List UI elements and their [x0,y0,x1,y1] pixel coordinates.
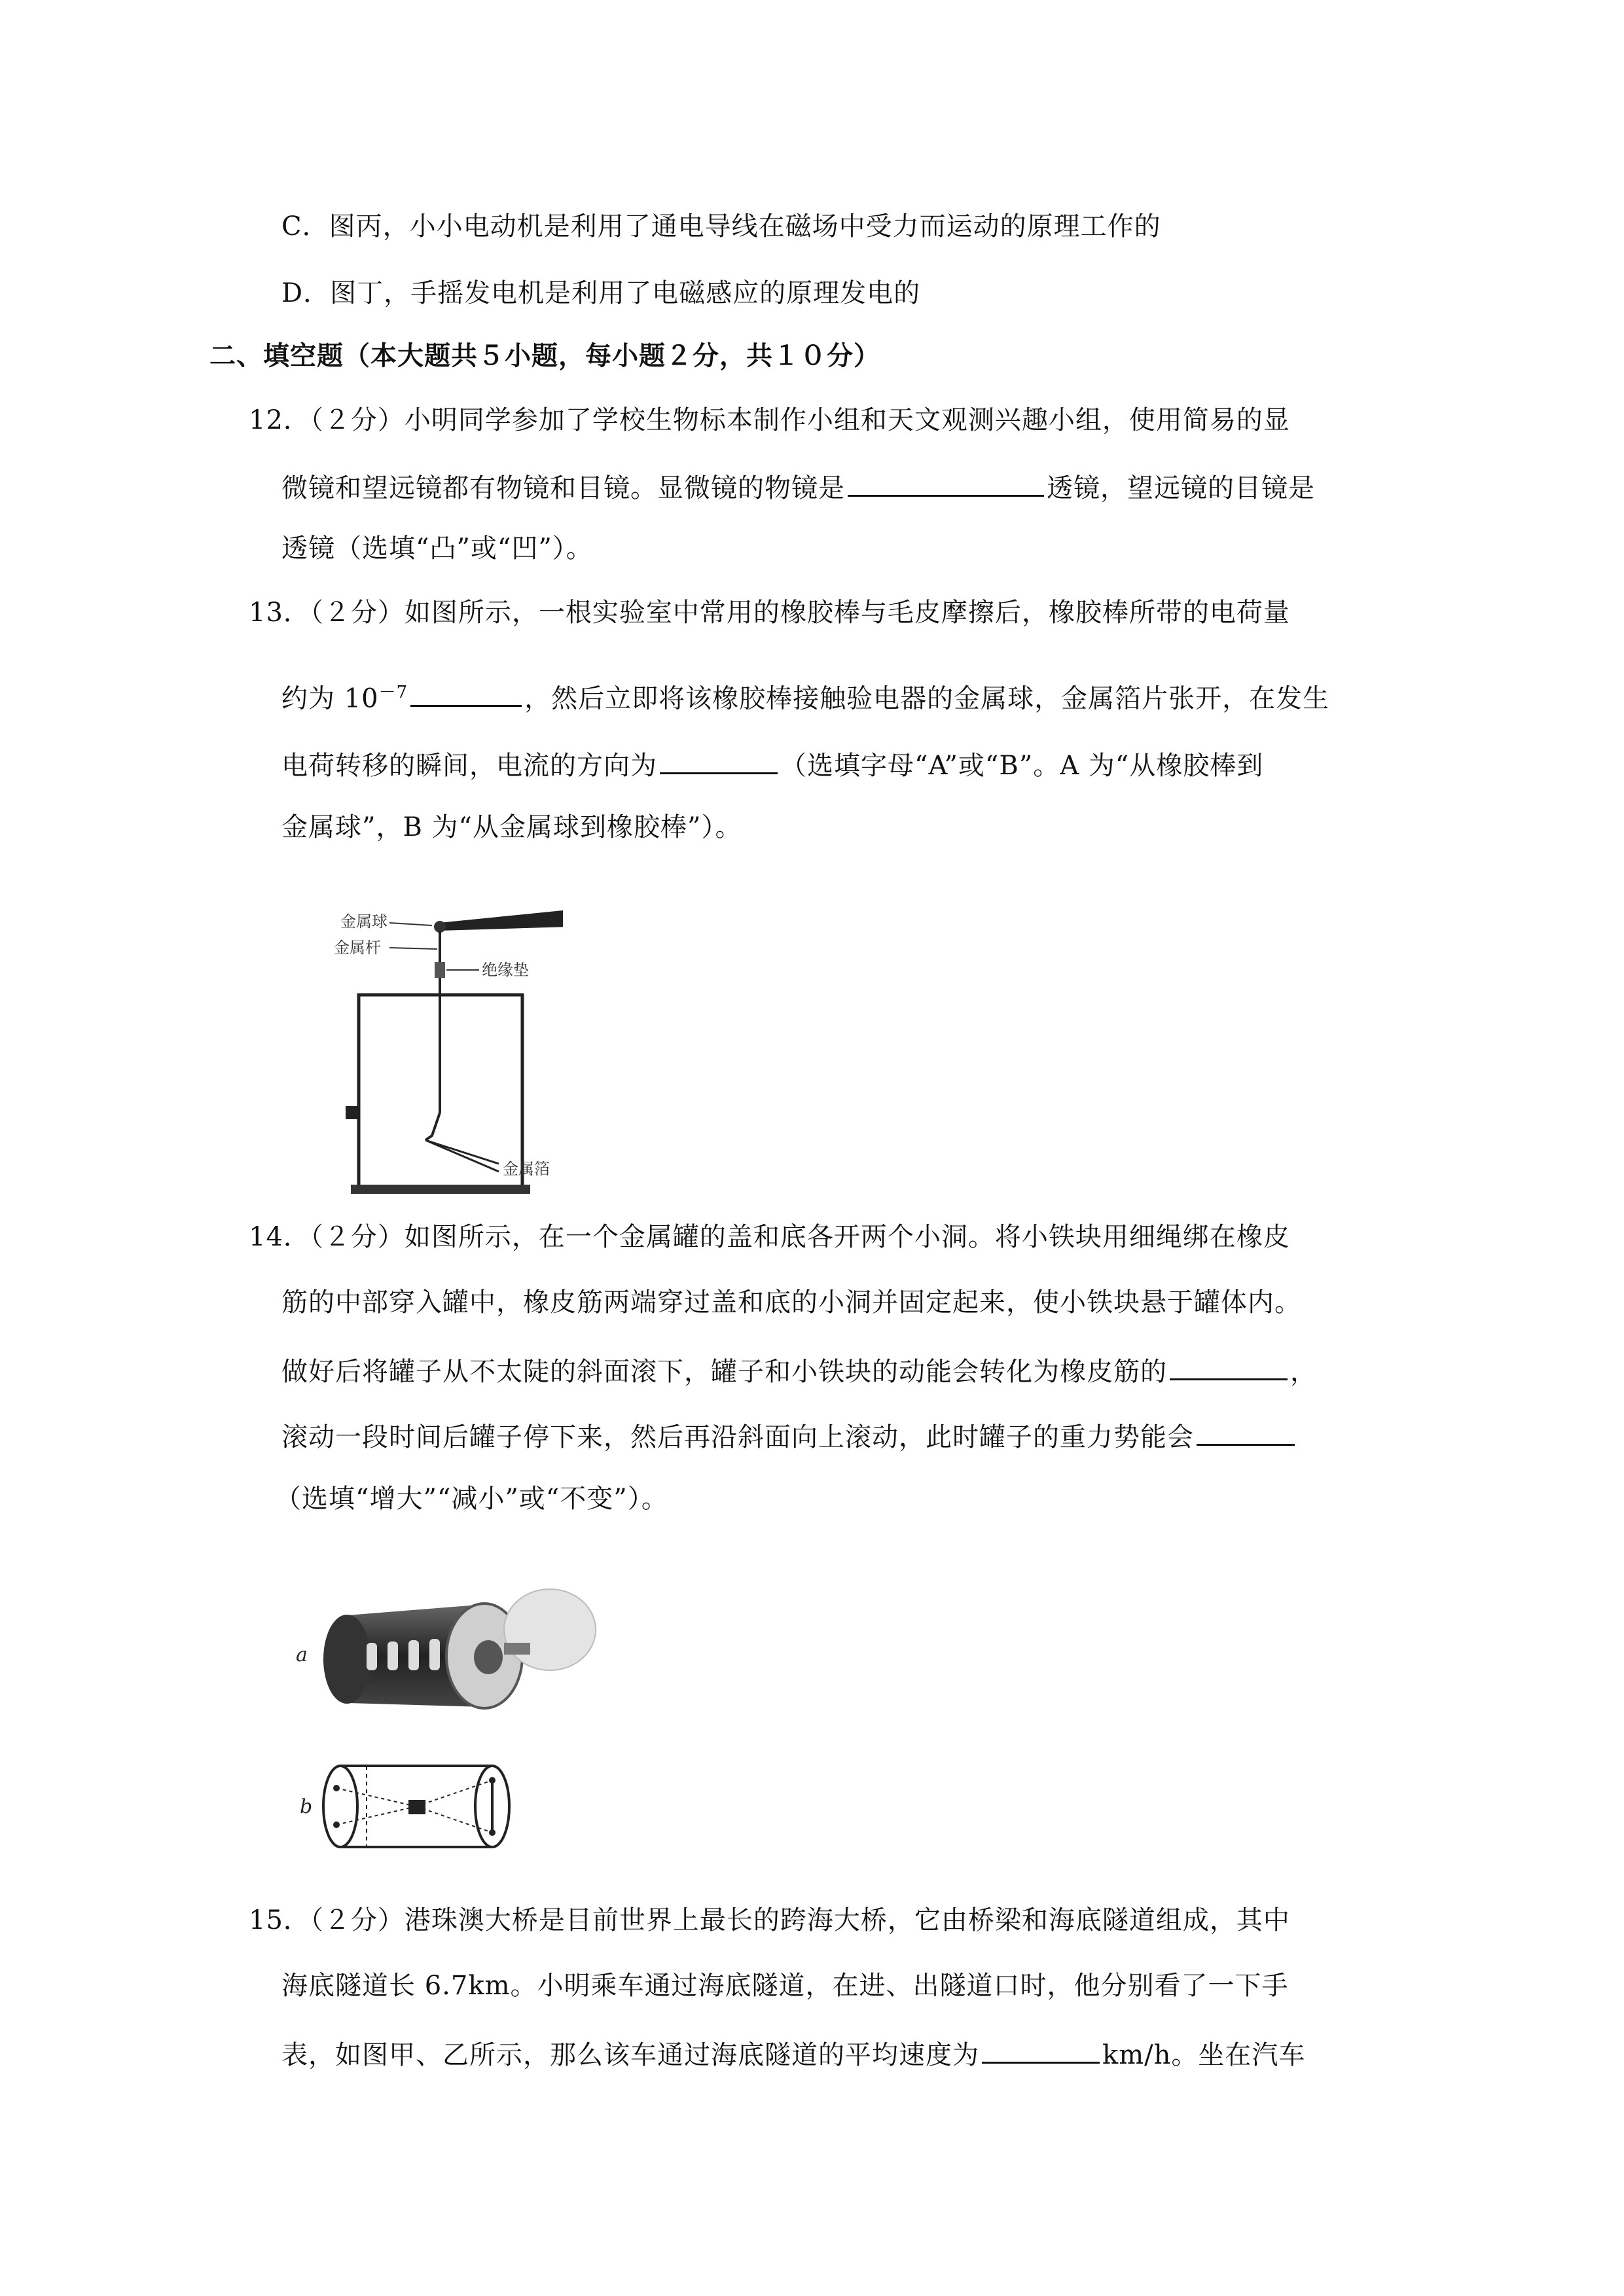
electroscope-figure [327,897,563,1198]
section-heading: 二、填空题（本大题共５小题，每小题２分，共１０分） [209,340,880,371]
q15-text-a: 表，如图甲、乙所示，那么该车通过海底隧道的平均速度为 [281,2040,979,2070]
metal-foil-1 [425,1140,499,1164]
q14-blank-2[interactable] [1197,1415,1295,1446]
label-insulator: 绝缘垫 [482,961,529,979]
option-d: D．图丁，手摇发电机是利用了电磁感应的原理发电的 [281,278,921,308]
q13-text-b: ，然后立即将该橡胶棒接触验电器的金属球，金属箔片张开，在发生 [524,683,1330,714]
jar-knob [346,1106,357,1119]
q14-line2: 筋的中部穿入罐中，橡皮筋两端穿过盖和底的小洞并固定起来，使小铁块悬于罐体内。 [281,1287,1301,1318]
hand-photo [504,1589,596,1670]
q12-line1: 12．（２分）小明同学参加了学校生物标本制作小组和天文观测兴趣小组，使用简易的显 [249,405,1290,435]
q13-text-d: （选填字母“A”或“B”。A 为“从橡胶棒到 [780,751,1264,781]
q12-text-a: 微镜和望远镜都有物镜和目镜。显微镜的物镜是 [281,473,845,503]
q13-line4: 金属球”，B 为“从金属球到橡胶棒”）。 [281,812,742,842]
can-bottom [323,1615,370,1704]
jar-base [351,1185,530,1194]
rolling-can-figure [288,1545,602,1859]
option-c: C．图丙，小小电动机是利用了通电导线在磁场中受力而运动的原理工作的 [281,211,1161,242]
q13-blank-1[interactable] [410,676,522,707]
label-b: b [300,1795,313,1818]
q12-line2 [281,466,1315,507]
q13-line3 [281,744,1263,784]
q13-blank-2[interactable] [660,744,778,774]
rubber-rod [439,910,563,931]
insulator-pad [435,962,445,978]
q13-line1: 13．（２分）如图所示，一根实验室中常用的橡胶棒与毛皮摩擦后，橡胶棒所带的电荷量 [249,598,1290,628]
label-metal-rod: 金属杆 [334,939,381,957]
q12-line3: 透镜（选填“凸”或“凹”）。 [281,533,593,564]
label-metal-foil: 金属箔 [503,1160,550,1178]
q15-blank-1[interactable] [982,2033,1100,2064]
q14-line4 [281,1415,1297,1456]
q14-line5: （选填“增大”“减小”或“不变”）。 [275,1484,668,1514]
label-metal-ball: 金属球 [340,912,388,931]
q15-line1: 15．（２分）港珠澳大桥是目前世界上最长的跨海大桥，它由桥梁和海底隧道组成，其中 [249,1905,1290,1935]
iron-block [474,1640,503,1674]
q13-text-a: 约为 10 [281,683,379,714]
q12-blank-1[interactable] [848,466,1044,497]
schematic-iron-block [408,1800,425,1814]
q13-text-c: 电荷转移的瞬间，电流的方向为 [281,751,657,781]
q12-text-b: 透镜，望远镜的目镜是 [1047,473,1315,503]
q14-text-b: ， [1290,1357,1317,1387]
q14-line3 [281,1350,1317,1390]
cylinder-left-end [323,1766,357,1847]
q15-line2: 海底隧道长 6.7km。小明乘车通过海底隧道，在进、出隧道口时，他分别看了一下手 [281,1971,1289,2001]
q15-text-b: km/h。坐在汽车 [1102,2040,1306,2070]
q14-text-c: 滚动一段时间后罐子停下来，然后再沿斜面向上滚动，此时罐子的重力势能会 [281,1422,1194,1452]
q14-text-a: 做好后将罐子从不太陡的斜面滚下，罐子和小铁块的动能会转化为橡皮筋的 [281,1357,1167,1387]
q15-line3 [281,2033,1305,2073]
q14-blank-1[interactable] [1170,1350,1288,1380]
q13-line2 [281,674,1329,717]
q14-line1: 14．（２分）如图所示，在一个金属罐的盖和底各开两个小洞。将小铁块用细绳绑在橡皮 [249,1222,1290,1252]
metal-foil-2 [425,1140,499,1172]
q13-exponent: －7 [378,683,408,702]
label-a: a [296,1643,308,1666]
